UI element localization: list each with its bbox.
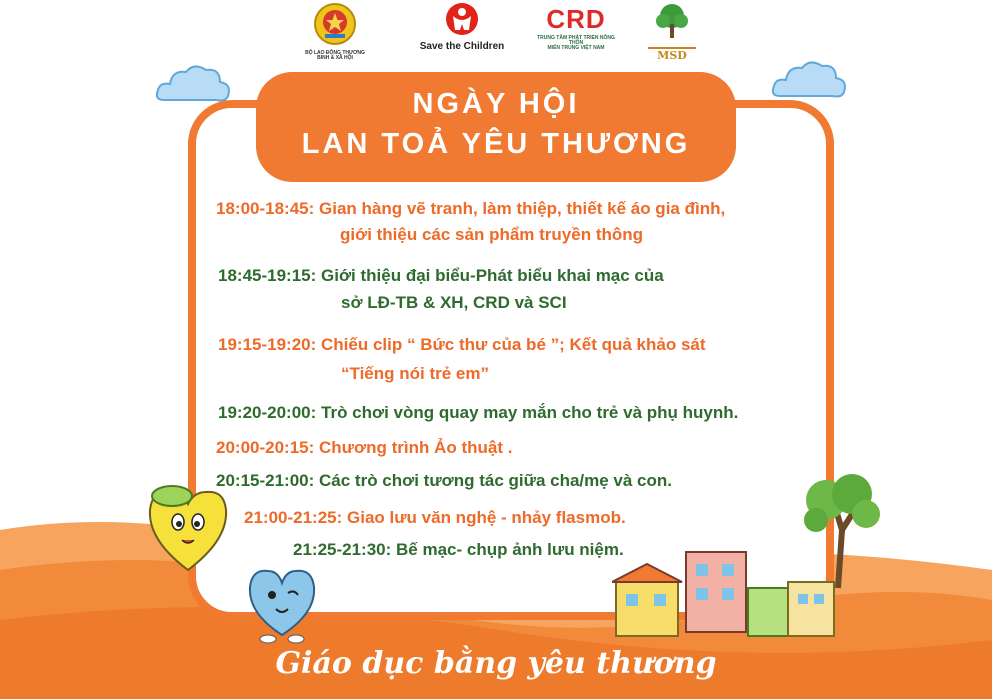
msd-tree-icon: [652, 2, 692, 42]
schedule-time: 20:00-20:15:: [216, 438, 315, 457]
schedule-time: 20:15-21:00:: [216, 471, 315, 490]
schedule-time: 21:25-21:30:: [293, 540, 392, 559]
schedule-text: Các trò chơi tương tác giữa cha/mẹ và con.: [319, 471, 673, 490]
schedule-item: [244, 503, 626, 533]
schedule-item-continuation: sở LĐ-TB & XH, CRD và SCI: [341, 293, 567, 312]
crd-caption-2: MIỀN TRUNG VIỆT NAM: [547, 45, 605, 51]
cloud-left-icon: [154, 60, 234, 106]
ministry-caption: BỘ LAO ĐỘNG THƯƠNG BINH & XÃ HỘI: [305, 50, 365, 61]
banner-title-line-2: LAN TOẢ YÊU THƯƠNG: [301, 128, 691, 160]
schedule-time: 19:15-19:20:: [218, 335, 317, 354]
schedule-time: 19:20-20:00:: [218, 403, 317, 422]
ministry-emblem-icon: [313, 2, 357, 46]
banner-title-line-1: NGÀY HỘI: [412, 88, 580, 120]
ministry-logo: [300, 2, 370, 61]
schedule-time: 18:45-19:15:: [218, 266, 317, 285]
schedule-text: Chương trình Ảo thuật .: [319, 438, 513, 457]
schedule-item: [216, 466, 672, 496]
schedule-item: [293, 535, 624, 565]
footer-slogan: Giáo dục bằng yêu thương: [275, 646, 717, 681]
blue-heart-mascot-icon: [240, 555, 324, 645]
save-the-children-label: Save the Children: [419, 41, 505, 52]
cloud-right-icon: [770, 56, 852, 102]
schedule-text: Giao lưu văn nghệ - nhảy flasmob.: [347, 508, 626, 527]
schedule-item: [216, 433, 512, 463]
schedule-item-continuation: “Tiếng nói trẻ em”: [341, 364, 489, 383]
schedule-item: [218, 261, 664, 291]
schedule-time: 21:00-21:25:: [244, 508, 343, 527]
schedule-text: Bế mạc- chụp ảnh lưu niệm.: [396, 540, 624, 559]
schedule-text: Gian hàng vẽ tranh, làm thiệp, thiết kế áo gia đình,: [319, 199, 726, 218]
schedule-item: [218, 330, 706, 360]
msd-logo: [648, 2, 696, 62]
save-the-children-logo: [414, 2, 510, 52]
schedule-text: Trò chơi vòng quay may mắn cho trẻ và phụ huynh.: [321, 403, 739, 422]
crd-logo: [533, 2, 619, 51]
msd-label: MSD: [648, 47, 696, 62]
schedule-item: [218, 398, 738, 428]
schedule-text: Giới thiệu đại biểu-Phát biểu khai mạc của: [321, 266, 664, 285]
title-banner: [256, 72, 736, 182]
save-the-children-icon: [445, 2, 479, 36]
crd-mark: CRD: [546, 4, 606, 34]
schedule-time: 18:00-18:45:: [216, 199, 315, 218]
schedule-text: Chiếu clip “ Bức thư của bé ”; Kết quả khảo sát: [321, 335, 706, 354]
tree-icon: [796, 470, 886, 590]
crd-caption-1: TRUNG TÂM PHÁT TRIỂN NÔNG THÔN: [537, 35, 615, 46]
yellow-heart-mascot-icon: [138, 470, 238, 580]
schedule-item-continuation: giới thiệu các sản phẩm truyền thông: [340, 225, 644, 244]
